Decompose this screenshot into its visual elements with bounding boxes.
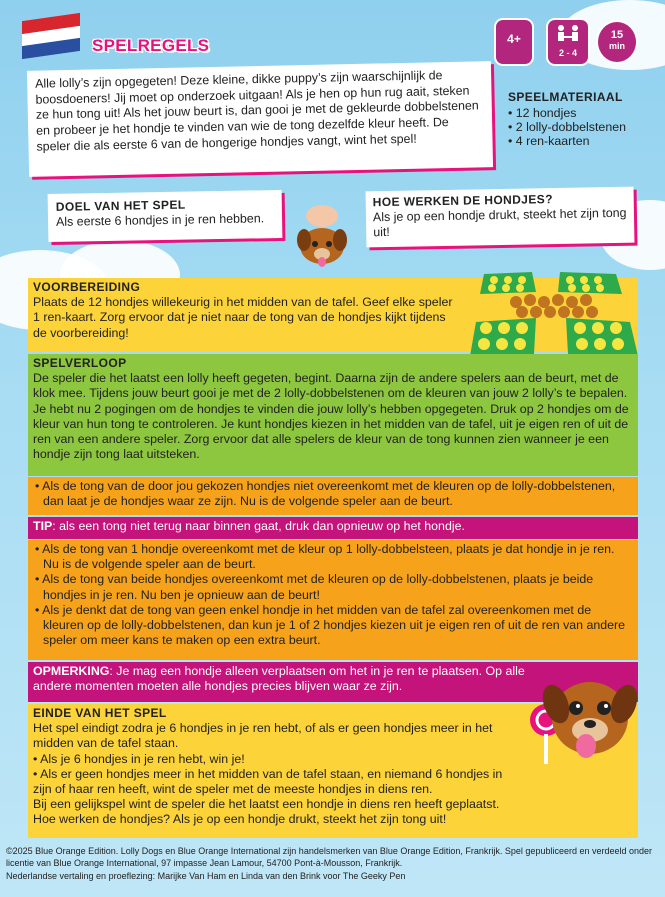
rule-bullet: • Als de tong van beide hondjes overeenkomt met de kleuren op de lolly-dobbelstenen, plaats je beide hondjes in je ren. Nu ben je opnieuw aan de beurt! [35,572,594,602]
match-rules [28,540,638,660]
material-item: • 4 ren-kaarten [508,134,590,148]
players-icon [553,23,583,45]
rule-bullet: • Als de tong van 1 hondje overeenkomt met de kleur op 1 lolly-dobbelsteen, plaats je dat hondje in je ren. Nu is de volgende speler aan de beurt. [35,542,615,572]
end-line: Hoe werken de hondjes? Als je op een hondje drukt, steekt het zijn tong uit! [33,812,447,827]
material-title: SPEELMATERIAAL [508,90,623,104]
end-line: • Als er geen hondjes meer in het midden van de tafel staan, en niemand 6 hondjes in zijn of haar ren heeft, wint de speler met de meeste hondjes in diens ren. [33,766,503,797]
rule-bullet: • Als de tong van de door jou gekozen hondjes niet overeenkomt met de kleuren op de lolly-dobbelstenen, dan laat je de hondjes waar ze zijn. Nu is de volgende speler aan de beurt. [35,479,616,509]
gameplay-title: SPELVERLOOP [33,356,127,370]
goal-text: Als eerste 6 hondjes in je ren hebben. [55,211,265,229]
gameplay-text: De speler die het laatst een lolly heeft gegeten, begint. Daarna zijn de andere spelers aan de beurt, met de klok mee. Tijdens jouw beurt gooi je met de 2 lolly-dobbelstenen om de kleuren van jouw 2 lolly’s te bepalen. Je hebt nu 2 pogingen om de hondjes te vinden die jouw lolly’s hebben opgegeten. Druk op 2 hondjes om de kleur van hun tong te controleren. Je kunt hondjes kiezen in het midden van de tafel, uit je eigen ren of uit de ren van een andere speler. Zorg ervoor dat alle spelers de kleur van de tong kunnen zien wanneer je een hondje zijn tong laat uitsteken. [33,371,629,462]
goal-box [48,190,283,242]
game-setup-illustration [470,268,638,360]
end-line: Bij een gelijkspel wint de speler die het laatst een hondje in diens ren heeft geplaatst. [33,797,500,812]
note-text: : Je mag een hondje alleen verplaatsen om het in je ren te plaatsen. Op alle andere momenten moeten alle hondjes precies blijven waar ze zijn. [33,664,525,694]
players-badge: 2 - 4 [548,20,588,64]
rule-bullet: • Als je denkt dat de tong van geen enkel hondje in het midden van de tafel zal overeenkomen met de kleuren op de lolly-dobbelstenen, dan kun je 1 of 2 hondjes kiezen uit je eigen ren of uit de ren van andere speler om meer kans te maken op een extra beurt. [35,602,626,648]
end-title: EINDE VAN HET SPEL [33,706,167,720]
goal-title: DOEL VAN HET SPEL [55,197,186,214]
time-badge: 15 min [598,22,636,62]
end-line: Het spel eindigt zodra je 6 hondjes in je ren hebt, of als er geen hondjes meer in het midden van de tafel staan. [33,721,493,751]
intro-text: Alle lolly’s zijn opgegeten! Deze kleine, dikke puppy’s zijn waarschijnlijk de boosdoeners! Jij moet op onderzoek uitgaan! Als je hen op hun rug aait, steken ze hun tong uit! Als het jouw beurt is, dan gooi je met de gekleurde dobbelstenen en probeer je het hondje te vinden van wie de tong dezelfde kleur heeft. De speler die als eerste 6 van de hongerige hondjes vangt, wint het spel! [27,61,493,177]
footer-credits [6,845,658,882]
preparation-title: VOORBEREIDING [33,280,141,294]
gameplay-section [28,354,638,476]
dutch-flag-icon [22,13,80,59]
translation-credits: Nederlandse vertaling en proeflezing: Marijke Van Ham en Linda van den Brink voor The Geeky Pen [6,870,406,881]
tip-label: TIP [33,519,53,533]
end-line: • Als je 6 hondjes in je ren hebt, win je! [33,751,245,766]
material-box [508,90,648,148]
copyright-text: ©2025 Blue Orange Edition. Lolly Dogs en Blue Orange International zijn handelsmerken van Blue Orange Edition, Frankrijk. Spel gepubliceerd en verdeeld onder licentie van Blue Orange International, 97 impasse Jean Lamour, 54700 Pont-à-Mousson, Frankrijk. [6,846,653,869]
how-text: Als je op een hondje drukt, steekt het zijn tong uit! [372,205,627,240]
hand-pressing-dog-illustration [292,202,354,272]
material-item: • 12 hondjes [508,106,577,120]
how-box [366,187,635,248]
page-title: SPELREGELS [92,36,210,55]
no-match-rule [28,477,638,515]
tip-text: : als een tong niet terug naar binnen gaat, druk dan opnieuw op het hondje. [52,519,465,533]
preparation-text: Plaats de 12 hondjes willekeurig in het midden van de tafel. Geef elke speler 1 ren-kaart. Zorg ervoor dat je niet naar de tong van de hondjes kijkt tijdens de voorbereiding! [33,295,453,340]
material-item: • 2 lolly-dobbelstenen [508,120,626,134]
tip-box [28,517,638,539]
age-badge: 4+ [496,20,532,64]
pug-with-lolly-illustration [520,660,640,770]
note-label: OPMERKING [33,664,110,678]
how-title: HOE WERKEN DE HONDJES? [372,192,553,210]
